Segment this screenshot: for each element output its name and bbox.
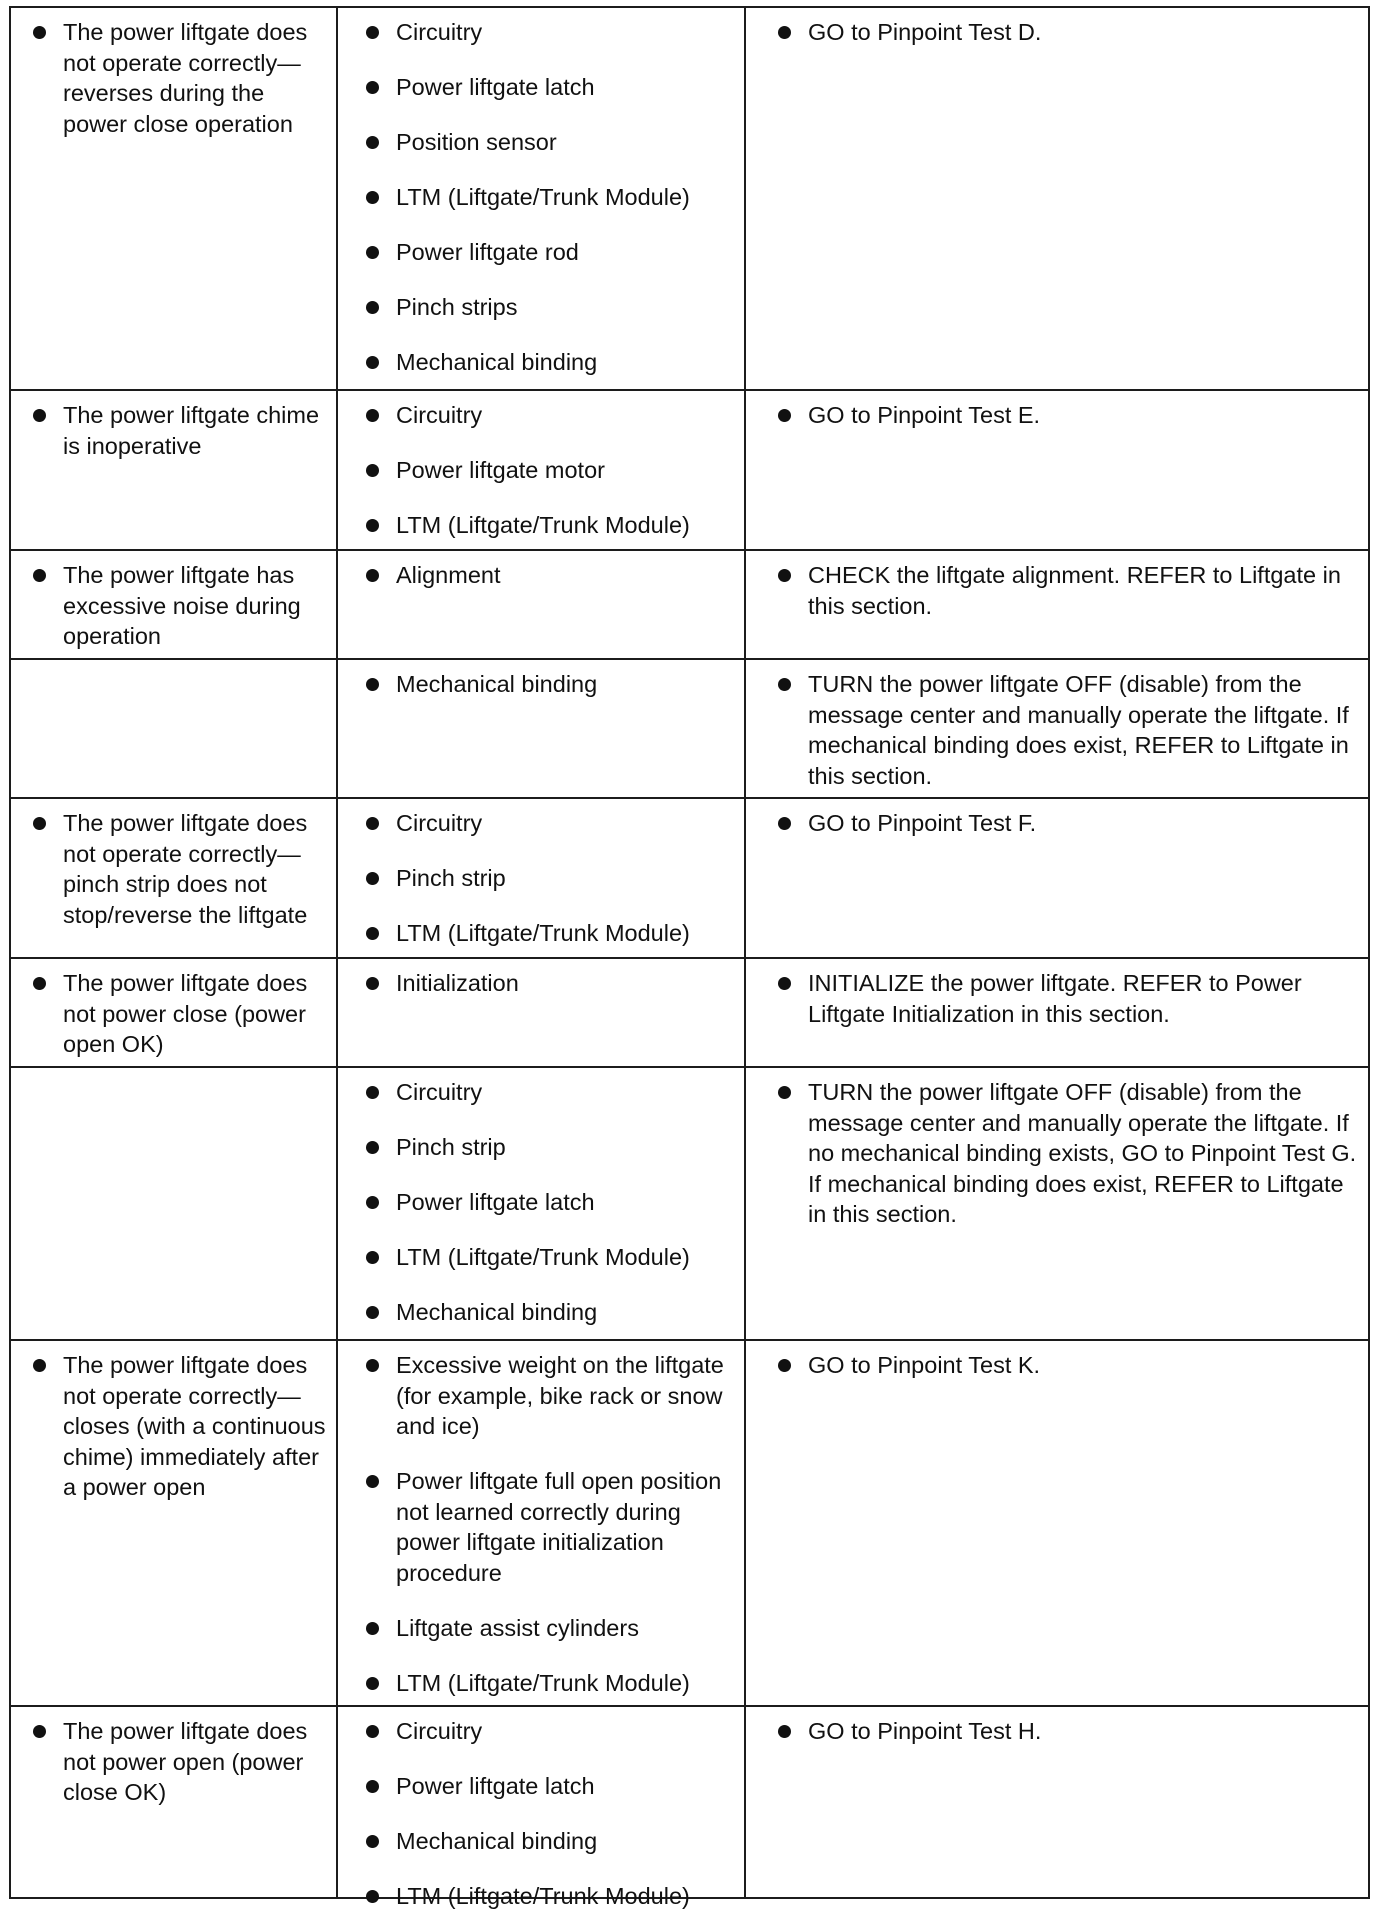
condition-cell [11,8,338,389]
condition-cell [11,959,338,1066]
table-row [11,799,1368,959]
condition-text: The power liftgate chime is inoperative [63,400,328,461]
possible-source-item: LTM (Liftgate/Trunk Module) [396,1668,736,1699]
table-row [11,1707,1368,1909]
action-cell [746,1341,1368,1705]
action-cell [746,660,1368,797]
action-cell [746,551,1368,658]
possible-source-item: Pinch strips [396,292,736,323]
possible-source-item: Circuitry [396,17,736,48]
table-row [11,959,1368,1068]
action-cell [746,1707,1368,1897]
possible-source-item: Pinch strip [396,1132,736,1163]
possible-source-cell [338,1707,746,1909]
condition-cell-empty [11,660,338,797]
possible-source-item: Position sensor [396,127,736,158]
condition-text: The power liftgate does not operate correctly—reverses during the power close operation [63,17,328,139]
action-text: INITIALIZE the power liftgate. REFER to Power Liftgate Initialization in this section. [808,968,1360,1029]
possible-source-item: Power liftgate full open position not learned correctly during power liftgate initialization procedure [396,1466,736,1588]
possible-source-item: Circuitry [396,808,736,839]
possible-source-item: Mechanical binding [396,669,736,700]
possible-source-item: Mechanical binding [396,1826,736,1857]
action-cell [746,8,1368,389]
possible-source-item: Circuitry [396,1716,736,1747]
action-cell [746,1068,1368,1339]
action-text: GO to Pinpoint Test E. [808,400,1360,431]
possible-source-item: Power liftgate motor [396,455,736,486]
condition-text: The power liftgate has excessive noise during operation [63,560,328,652]
action-text: GO to Pinpoint Test D. [808,17,1360,48]
action-text: TURN the power liftgate OFF (disable) from the message center and manually operate the liftgate. If no mechanical binding exists, GO to Pinpoint Test G. If mechanical binding does exist, REFER to Liftgate in this section. [808,1077,1360,1230]
table-row [11,660,1368,799]
possible-source-item: Initialization [396,968,736,999]
symptom-chart-table [9,6,1370,1909]
table-row [11,551,1368,660]
condition-text: The power liftgate does not power close (power open OK) [63,968,328,1060]
possible-source-cell [338,959,746,1066]
possible-source-item: Mechanical binding [396,1297,736,1328]
possible-source-cell [338,1068,746,1339]
condition-cell [11,1341,338,1705]
action-text: GO to Pinpoint Test K. [808,1350,1360,1381]
condition-cell-empty [11,1068,338,1339]
action-text: CHECK the liftgate alignment. REFER to Liftgate in this section. [808,560,1360,621]
possible-source-item: Power liftgate latch [396,72,736,103]
possible-source-item: Excessive weight on the liftgate (for example, bike rack or snow and ice) [396,1350,736,1442]
possible-source-item: Mechanical binding [396,347,736,378]
possible-source-cell [338,1341,746,1705]
possible-source-cell [338,551,746,658]
action-text: GO to Pinpoint Test H. [808,1716,1360,1747]
possible-source-item: Power liftgate rod [396,237,736,268]
possible-source-item: Power liftgate latch [396,1187,736,1218]
table-row [11,8,1368,391]
possible-source-cell [338,391,746,549]
condition-cell [11,551,338,658]
condition-cell [11,391,338,549]
possible-source-item: LTM (Liftgate/Trunk Module) [396,1242,736,1273]
possible-source-item: Pinch strip [396,863,736,894]
condition-cell [11,799,338,957]
condition-text: The power liftgate does not power open (power close OK) [63,1716,328,1808]
possible-source-item: Circuitry [396,1077,736,1108]
action-cell [746,799,1368,957]
possible-source-item: LTM (Liftgate/Trunk Module) [396,510,736,541]
condition-cell [11,1707,338,1897]
possible-source-item: Circuitry [396,400,736,431]
table-row [11,1341,1368,1707]
condition-text: The power liftgate does not operate correctly—pinch strip does not stop/reverse the liftgate [63,808,328,930]
possible-source-cell [338,660,746,797]
possible-source-item: LTM (Liftgate/Trunk Module) [396,918,736,949]
possible-source-item: Alignment [396,560,736,591]
table-row [11,1068,1368,1341]
action-cell [746,959,1368,1066]
possible-source-item: Liftgate assist cylinders [396,1613,736,1644]
action-text: GO to Pinpoint Test F. [808,808,1360,839]
possible-source-item: Power liftgate latch [396,1771,736,1802]
condition-text: The power liftgate does not operate correctly—closes (with a continuous chime) immediately after a power open [63,1350,328,1503]
possible-source-item: LTM (Liftgate/Trunk Module) [396,1881,736,1912]
possible-source-item: LTM (Liftgate/Trunk Module) [396,182,736,213]
possible-source-cell [338,8,746,389]
table-row [11,391,1368,551]
possible-source-cell [338,799,746,957]
action-cell [746,391,1368,549]
action-text: TURN the power liftgate OFF (disable) from the message center and manually operate the liftgate. If mechanical binding does exist, REFER to Liftgate in this section. [808,669,1360,791]
